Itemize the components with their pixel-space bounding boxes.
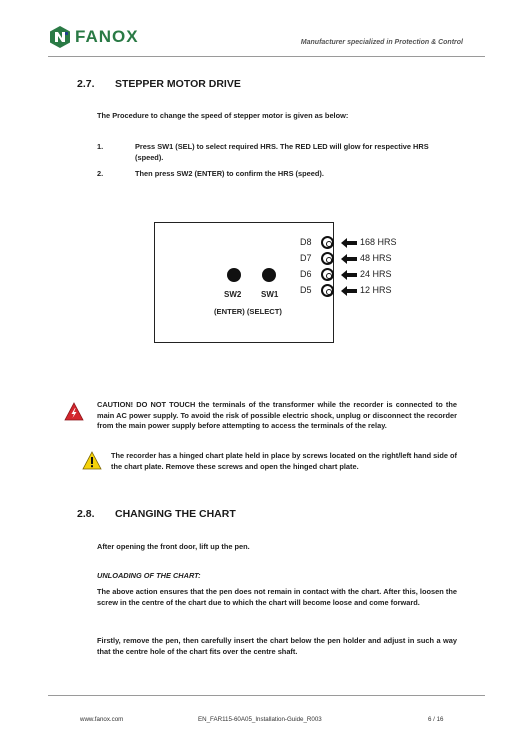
led-row-d7 xyxy=(300,251,410,267)
led-hrs-label: 48 HRS xyxy=(360,253,392,263)
section-number: 2.7. xyxy=(77,78,95,90)
step-number: 2. xyxy=(97,169,104,178)
list-item xyxy=(97,142,459,163)
led-hrs-label: 168 HRS xyxy=(360,237,397,247)
arrow-left-icon xyxy=(341,254,357,264)
led-icon xyxy=(321,268,334,281)
sw2-label: SW2 xyxy=(224,290,242,299)
note-text: The recorder has a hinged chart plate held in place by screws located on the right/left hand side of the chart plate. Remove these screws and open the hinged chart plate. xyxy=(111,451,457,471)
list-item xyxy=(97,169,459,180)
fanox-logo xyxy=(48,24,139,50)
arrow-left-icon xyxy=(341,270,357,280)
warning-icon xyxy=(82,451,102,471)
led-hrs-label: 24 HRS xyxy=(360,269,392,279)
footer-divider xyxy=(48,695,485,696)
paragraph: Firstly, remove the pen, then carefully insert the chart below the pen holder and adjust in such a way that the centre hole of the chart fits over the centre shaft. xyxy=(97,636,457,656)
led-name: D6 xyxy=(300,269,312,279)
led-icon xyxy=(321,252,334,265)
led-icon xyxy=(321,284,334,297)
footer-page-number: 6 / 16 xyxy=(428,716,444,723)
section-number: 2.8. xyxy=(77,508,95,520)
section-heading-2-8 xyxy=(77,508,236,520)
led-row-d6 xyxy=(300,267,410,283)
step-number: 1. xyxy=(97,142,104,151)
footer-website: www.fanox.com xyxy=(80,716,124,723)
led-row-d5 xyxy=(300,283,410,299)
led-name: D7 xyxy=(300,253,312,263)
arrow-left-icon xyxy=(341,286,357,296)
brand-name: FANOX xyxy=(75,27,139,46)
electric-hazard-icon xyxy=(64,402,84,422)
led-hrs-label: 12 HRS xyxy=(360,285,392,295)
section-intro: The Procedure to change the speed of stepper motor is given as below: xyxy=(97,111,349,120)
arrow-left-icon xyxy=(341,238,357,248)
tagline: Manufacturer specialized in Protection & Control xyxy=(300,39,463,46)
sw1-label: SW1 xyxy=(261,290,279,299)
sw1-button-icon xyxy=(262,268,276,282)
fanox-logo-mark-icon xyxy=(48,25,72,49)
caution-text: CAUTION! DO NOT TOUCH the terminals of the transformer while the recorder is connected to the main AC power supply. To avoid the risk of possible electric shock, unplug or disconnect the recorder from the main power supply before attempting to access the terminals of the relay. xyxy=(97,400,457,430)
step-text: Press SW1 (SEL) to select required HRS. The RED LED will glow for respective HRS (speed). xyxy=(135,142,429,162)
section-title: CHANGING THE CHART xyxy=(115,508,236,520)
sw2-button-icon xyxy=(227,268,241,282)
section-heading-2-7 xyxy=(77,78,241,90)
header-divider xyxy=(48,56,485,57)
section-title: STEPPER MOTOR DRIVE xyxy=(115,78,241,90)
step-text: Then press SW2 (ENTER) to confirm the HRS (speed). xyxy=(135,169,324,178)
led-name: D5 xyxy=(300,285,312,295)
switch-functions-label: (ENTER) (SELECT) xyxy=(214,307,282,316)
led-row-d8 xyxy=(300,235,410,251)
led-name: D8 xyxy=(300,237,312,247)
subheading: UNLOADING OF THE CHART: xyxy=(97,571,201,580)
paragraph: The above action ensures that the pen does not remain in contact with the chart. After this, loosen the screw in the centre of the chart due to which the chart will become loose and come forward. xyxy=(97,587,457,607)
led-icon xyxy=(321,236,334,249)
section-intro: After opening the front door, lift up the pen. xyxy=(97,542,250,551)
footer-doc-id: EN_FAR115-60A05_Installation-Guide_R003 xyxy=(198,716,322,723)
